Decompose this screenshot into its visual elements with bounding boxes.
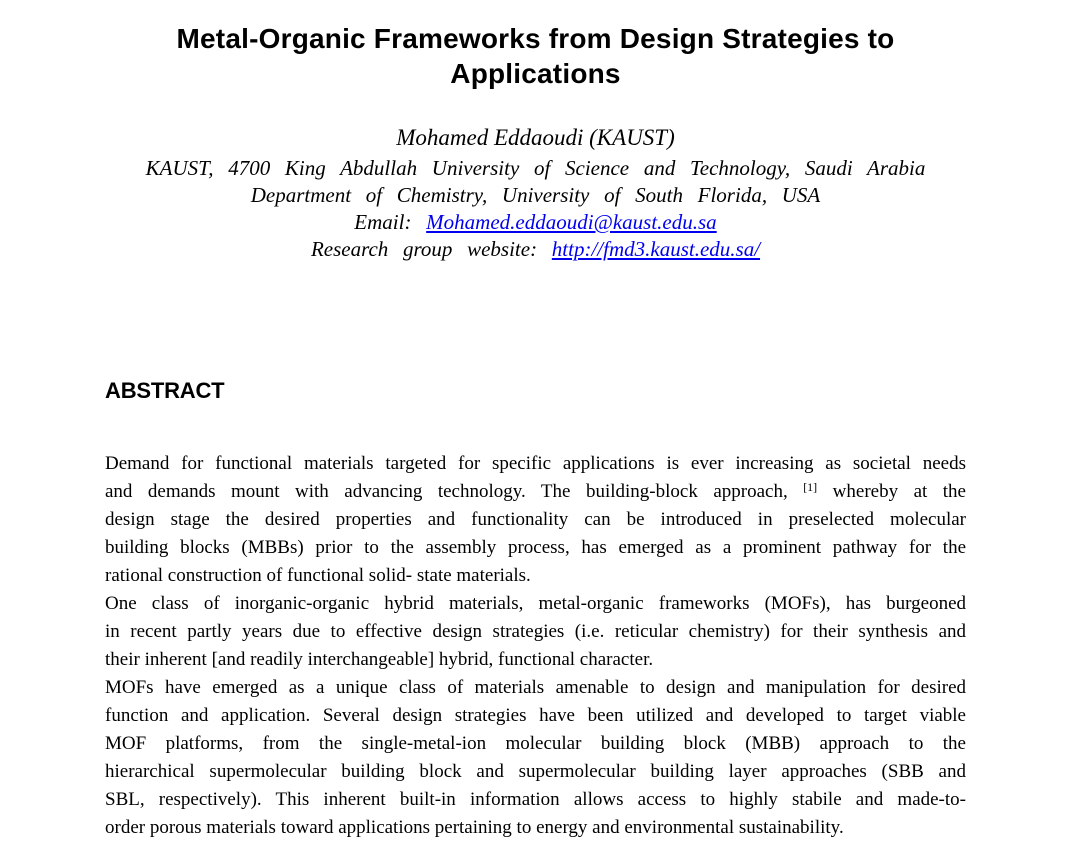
citation-ref-1: [1] [803,480,818,494]
author-name: Mohamed Eddaoudi (KAUST) [396,125,675,150]
abstract-paragraph-2 [105,590,966,674]
paper-title [105,21,966,91]
email-line [105,209,966,236]
abstract-line: SBL, respectively). This inherent built-in information allows access to highly stabile and made-to- [105,789,966,810]
email-link[interactable]: Mohamed.eddaoudi@kaust.edu.sa [426,210,717,234]
abstract-line: building blocks (MBBs) prior to the assembly process, has emerged as a prominent pathway for the [105,537,966,558]
website-line [105,236,966,263]
abstract-line: their inherent [and readily interchangeable] hybrid, functional character. [105,649,654,670]
affiliation-line-2: Department of Chemistry, University of South Florida, USA [250,183,821,207]
abstract-line: in recent partly years due to effective design strategies (i.e. reticular chemistry) for their synthesis and [105,621,966,642]
abstract-line: One class of inorganic-organic hybrid materials, metal-organic frameworks (MOFs), has burgeoned [105,593,966,614]
abstract-paragraph-1 [105,450,966,590]
abstract-line: MOF platforms, from the single-metal-ion molecular building block (MBB) approach to the [105,733,966,754]
abstract-line: order porous materials toward applications pertaining to energy and environmental sustainability. [105,817,844,838]
website-label: Research group website: [310,237,538,261]
email-label: Email: [354,210,412,234]
abstract-body [105,450,966,842]
website-link[interactable]: http://fmd3.kaust.edu.sa/ [551,237,761,261]
abstract-heading: ABSTRACT [105,378,225,403]
abstract-paragraph-3 [105,674,966,842]
paper-title-line-2: Applications [450,58,621,89]
abstract-line: and demands mount with advancing technology. The building-block approach, [1] whereby at the [105,480,966,502]
abstract-line: hierarchical supermolecular building block and supermolecular building layer approaches (SBB and [105,761,966,782]
abstract-line: Demand for functional materials targeted for specific applications is ever increasing as societal needs [105,453,966,474]
abstract-line: function and application. Several design strategies have been utilized and developed to target viable [105,705,966,726]
abstract-line: rational construction of functional solid- state materials. [105,565,531,586]
abstract-line: MOFs have emerged as a unique class of materials amenable to design and manipulation for desired [105,677,966,698]
content-column [105,0,966,842]
abstract-line: design stage the desired properties and functionality can be introduced in preselected molecular [105,509,966,530]
affiliation-line-1: KAUST, 4700 King Abdullah University of Science and Technology, Saudi Arabia [145,156,926,180]
paper-title-line-1: Metal-Organic Frameworks from Design Strategies to [176,23,895,54]
author-header [105,124,966,263]
